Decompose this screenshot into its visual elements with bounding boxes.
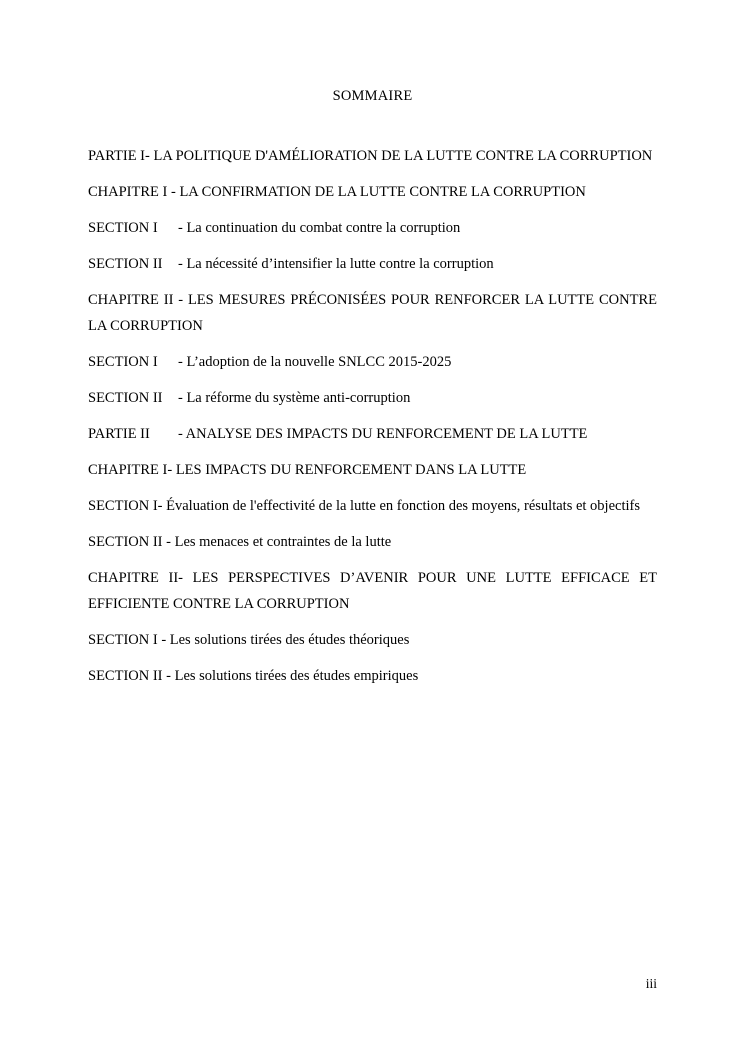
toc-entry-text: Évaluation de l'effectivité de la lutte en fonction des moyens, résultats et objectifs (162, 498, 640, 514)
toc-entry-text: LES PERSPECTIVES D’AVENIR POUR UNE LUTTE EFFICACE ET EFFICIENTE CONTRE LA CORRUPTION (88, 570, 657, 612)
toc-entry-chapitre-2b (88, 565, 657, 617)
toc-entry-text: - L’adoption de la nouvelle SNLCC 2015-2025 (178, 354, 452, 370)
toc-entry-label: SECTION I (88, 354, 158, 370)
toc-entry-text: - La réforme du système anti-corruption (178, 390, 411, 406)
toc-entry-label: SECTION I (88, 632, 158, 648)
toc-entry-text: - ANALYSE DES IMPACTS DU RENFORCEMENT DE LA LUTTE (178, 426, 588, 442)
toc-entry-section-1 (88, 215, 657, 241)
toc-entry-label: SECTION I- (88, 498, 163, 514)
toc-entry-label: SECTION II (88, 668, 163, 684)
toc-entry-label: PARTIE II (88, 426, 150, 442)
table-of-contents (88, 143, 657, 699)
toc-entry-label: SECTION I (88, 220, 158, 236)
toc-entry-text: LA POLITIQUE D'AMÉLIORATION DE LA LUTTE CONTRE LA CORRUPTION (149, 148, 653, 164)
toc-entry-chapitre-1b (88, 457, 657, 483)
toc-entry-label: CHAPITRE II- (88, 570, 184, 586)
toc-entry-text: - La continuation du combat contre la corruption (178, 220, 461, 236)
toc-entry-text: LES MESURES PRÉCONISÉES POUR RENFORCER LA LUTTE CONTRE LA CORRUPTION (88, 292, 657, 334)
toc-entry-label: SECTION II (88, 390, 163, 406)
toc-entry-partie-2 (88, 421, 657, 447)
toc-entry-label: CHAPITRE I- (88, 462, 173, 478)
toc-entry-label: CHAPITRE II - (88, 292, 184, 308)
toc-entry-section-1b (88, 349, 657, 375)
toc-entry-section-1d (88, 627, 657, 653)
toc-entry-text: - Les solutions tirées des études théoriques (157, 632, 410, 648)
toc-entry-section-2d (88, 663, 657, 689)
toc-entry-section-2 (88, 251, 657, 277)
toc-entry-text: LES IMPACTS DU RENFORCEMENT DANS LA LUTTE (172, 462, 527, 478)
toc-entry-partie-1 (88, 143, 657, 169)
toc-entry-chapitre-2 (88, 287, 657, 339)
toc-entry-text: - Les solutions tirées des études empiriques (162, 668, 419, 684)
toc-entry-label: SECTION II (88, 256, 163, 272)
toc-entry-text: - LA CONFIRMATION DE LA LUTTE CONTRE LA CORRUPTION (167, 184, 586, 200)
page-number: iii (645, 976, 657, 991)
toc-entry-label: PARTIE I- (88, 148, 150, 164)
toc-entry-text: - La nécessité d’intensifier la lutte contre la corruption (178, 256, 494, 272)
toc-entry-label: CHAPITRE I (88, 184, 168, 200)
toc-entry-section-2b (88, 385, 657, 411)
page-title: SOMMAIRE (332, 88, 413, 104)
toc-entry-label: SECTION II (88, 534, 163, 550)
toc-entry-section-1c (88, 493, 657, 519)
toc-entry-chapitre-1 (88, 179, 657, 205)
toc-entry-section-2c (88, 529, 657, 555)
toc-entry-text: - Les menaces et contraintes de la lutte (162, 534, 392, 550)
